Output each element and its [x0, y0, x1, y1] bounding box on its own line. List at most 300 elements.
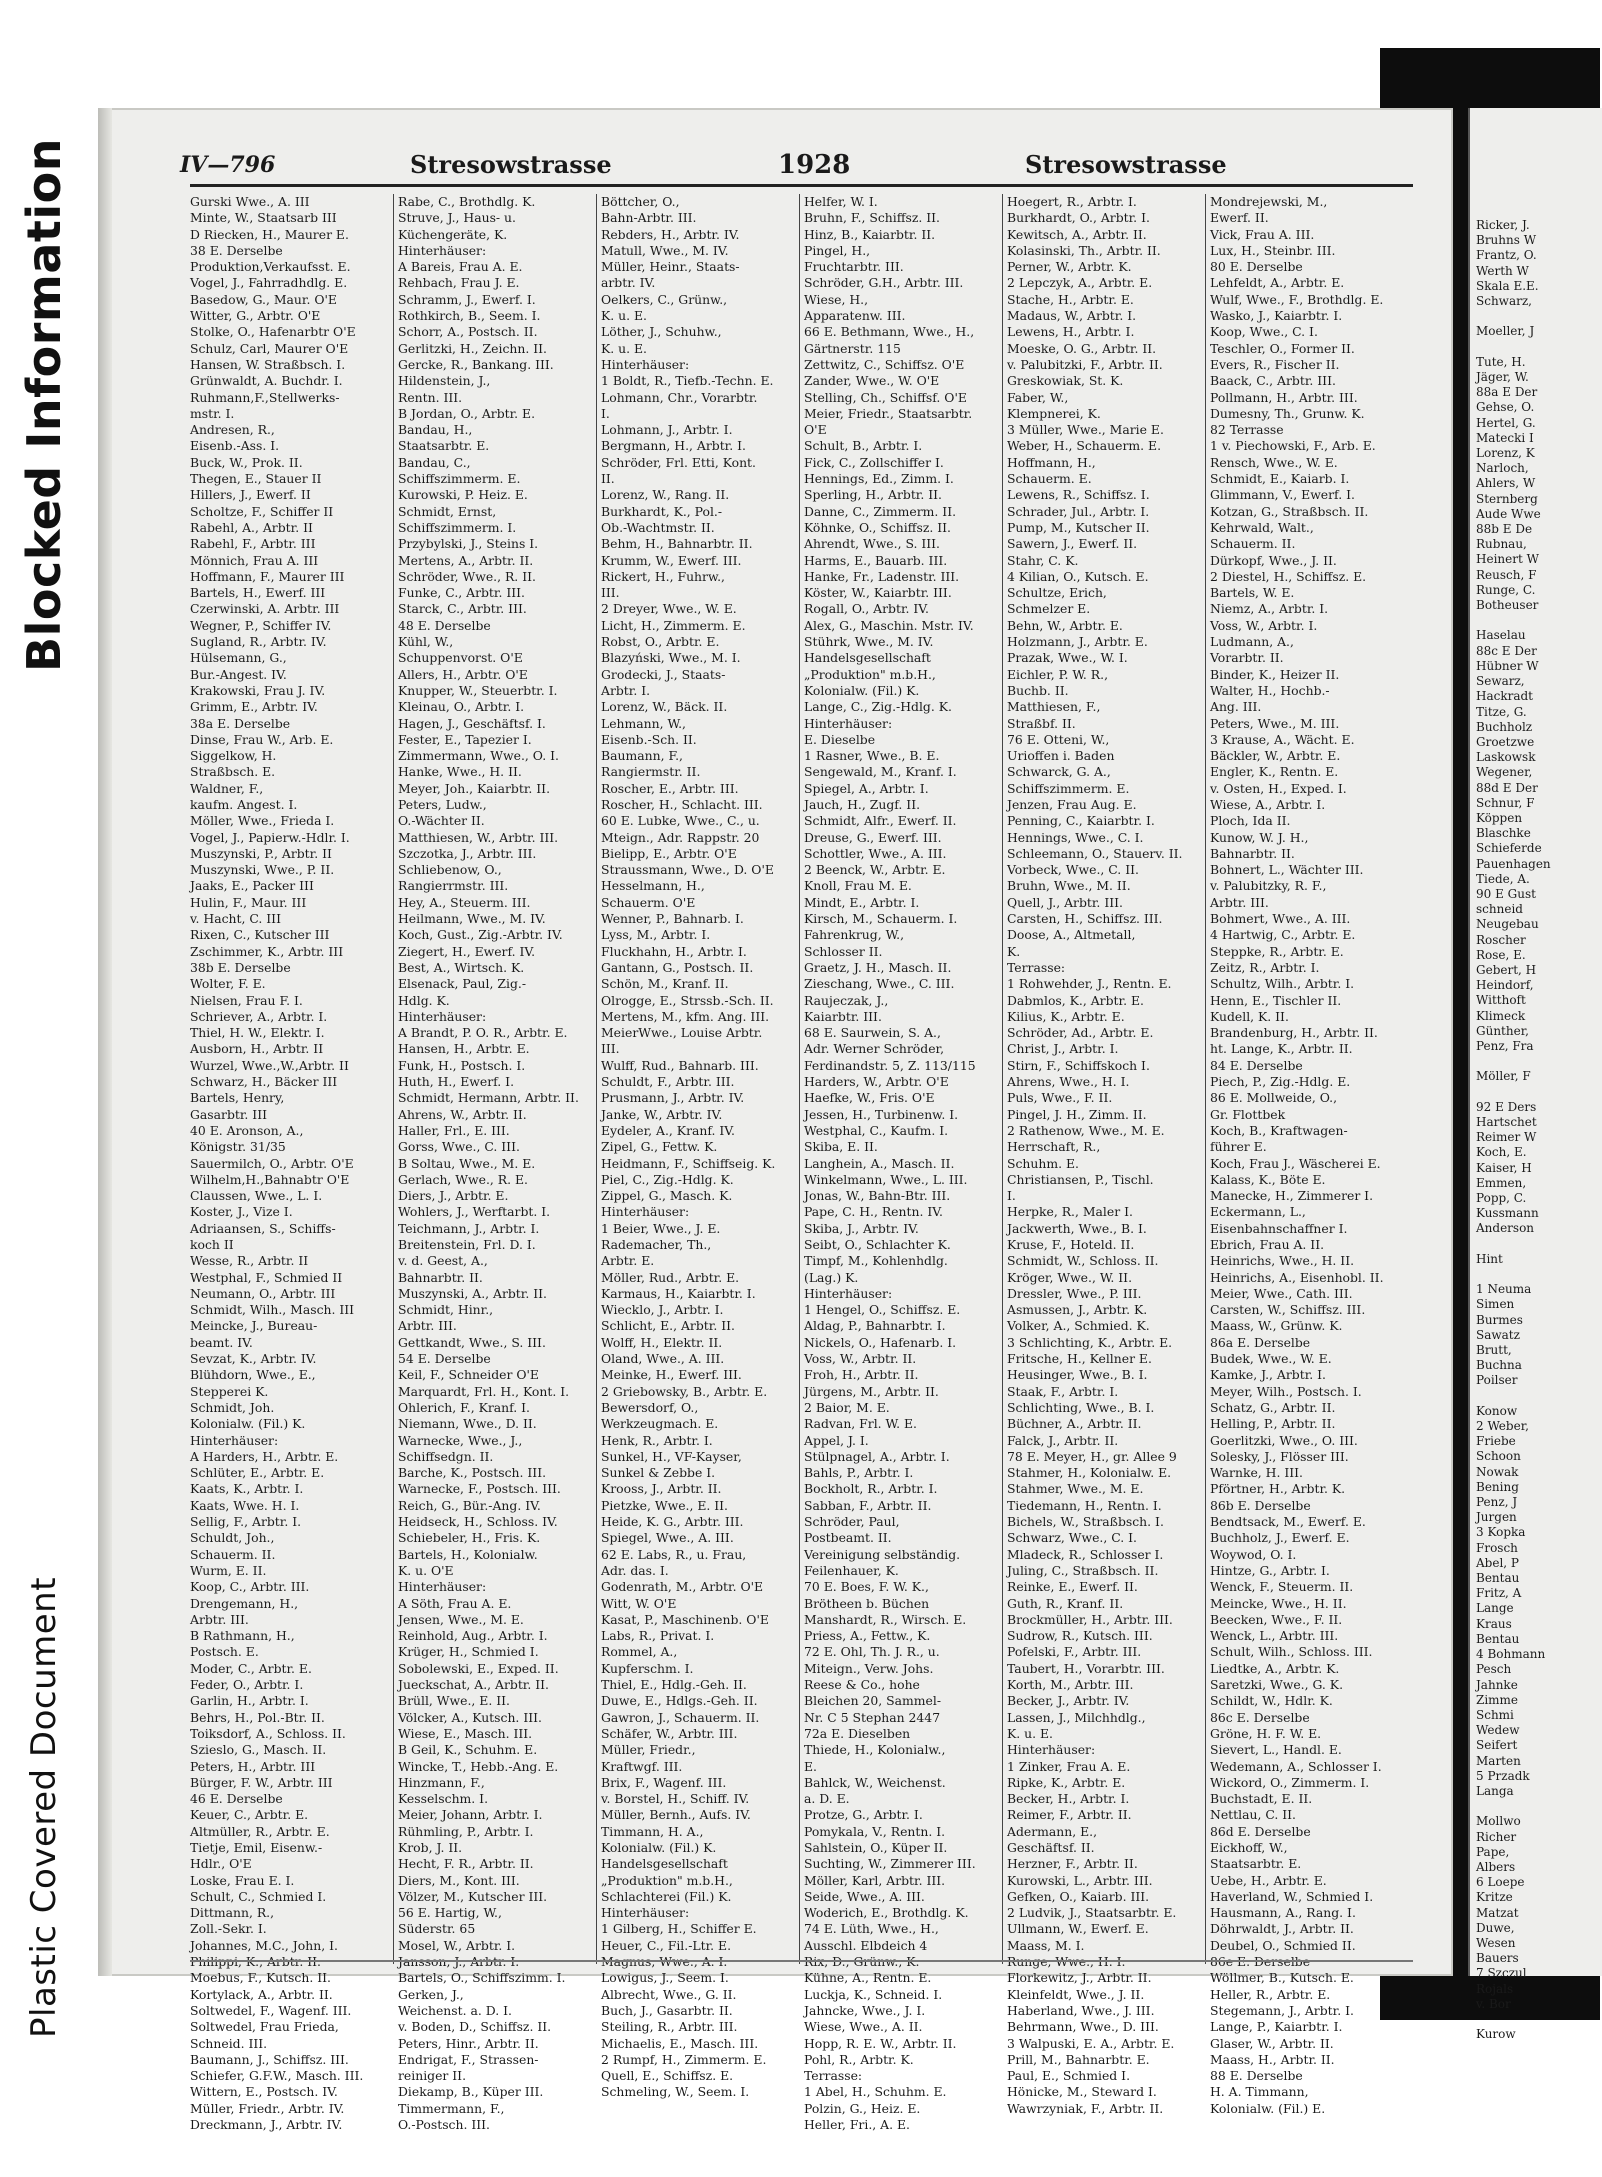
directory-entry: Schmidt, Alfr., Ewerf. II.: [804, 813, 957, 829]
directory-entry: Lorenz, W., Bäck. II.: [601, 699, 728, 715]
directory-entry: Carsten, W., Schiffsz. III.: [1210, 1302, 1366, 1318]
next-page-entry: 88c E Der: [1476, 643, 1537, 658]
directory-entry: 1 v. Piechowski, F., Arb. E.: [1210, 438, 1376, 454]
directory-entry: Ausborn, H., Arbtr. II: [190, 1041, 324, 1057]
directory-entry: Gurski Wwe., A. III: [190, 194, 310, 209]
directory-entry: Hansen, W. Straßbsch. I.: [190, 356, 346, 372]
directory-entry: Schlichting, Wwe., B. I.: [1007, 1399, 1155, 1415]
directory-entry: Albrecht, Wwe., G. II.: [601, 1986, 737, 2002]
directory-entry: Adriaansen, S., Schiffs-: [190, 1220, 336, 1236]
next-page-entry: Kaiser, H: [1476, 1160, 1532, 1175]
directory-entry: Schultz, Wilh., Arbtr. I.: [1210, 976, 1355, 992]
directory-entry: B Jordan, O., Arbtr. E.: [398, 405, 536, 421]
directory-entry: Seide, Wwe., A. III.: [804, 1888, 925, 1904]
directory-entry: Schatz, G., Arbtr. II.: [1210, 1399, 1336, 1415]
next-page-entry: Fritz, A: [1476, 1586, 1522, 1601]
directory-entry: Rentn. III.: [398, 389, 463, 405]
directory-entry: Sugland, R., Arbtr. IV.: [190, 634, 327, 650]
directory-entry: Vereinigung selbständig.: [804, 1546, 961, 1562]
directory-entry: Behrs, H., Pol.-Btr. II.: [190, 1709, 325, 1725]
directory-entry: Soltwedel, F., Wagenf. III.: [190, 2002, 352, 2018]
directory-entry: Heuer, C., Fil.-Ltr. E.: [601, 1937, 732, 1953]
directory-entry: Maass, H., Arbtr. II.: [1210, 2051, 1335, 2067]
directory-entry: Lange, P., Kaiarbtr. I.: [1210, 2019, 1343, 2035]
directory-entry: II.: [601, 471, 615, 487]
directory-entry: Kurowski, P. Heiz. E.: [398, 487, 528, 503]
next-page-entry: Pauenhagen: [1476, 856, 1551, 871]
directory-entry: Möller, Karl, Arbtr. III.: [804, 1872, 946, 1888]
directory-entry: Reinke, E., Ewerf. II.: [1007, 1579, 1138, 1595]
next-page-entry: [1470, 1267, 1602, 1282]
directory-entry: Prill, M., Bahnarbtr. E.: [1007, 2051, 1150, 2067]
directory-entry: Thegen, E., Stauer II: [190, 471, 322, 487]
next-page-entry: Aude Wwe: [1476, 506, 1541, 521]
directory-entry: Dumesny, Th., Grunw. K.: [1210, 405, 1365, 421]
directory-entry: Rabehl, A., Arbtr. II: [190, 519, 313, 535]
directory-entry: Schuldt, Joh.,: [190, 1530, 275, 1546]
directory-entry: Waldner, F.,: [190, 780, 264, 796]
directory-entry: 1 Boldt, R., Tiefb.-Techn. E.: [601, 373, 774, 389]
directory-entry: Herrschaft, R.,: [1007, 1139, 1101, 1155]
directory-entry: Schröder, Ad., Arbtr. E.: [1007, 1025, 1154, 1041]
directory-entry: Kolonialw. (Fil.) K.: [190, 1416, 306, 1432]
directory-entry: Puls, Wwe., F. II.: [1007, 1090, 1113, 1106]
directory-entry: Minte, W., Staatsarb III: [190, 210, 337, 226]
directory-entry: Behn, W., Arbtr. E.: [1007, 617, 1123, 633]
directory-entry: Gercke, R., Bankang. III.: [398, 356, 554, 372]
directory-entry: Buchstadt, E. II.: [1210, 1791, 1313, 1807]
directory-entry: führer E.: [1210, 1139, 1267, 1155]
directory-entry: Bohmert, Wwe., A. III.: [1210, 911, 1351, 927]
directory-entry: 70 E. Boes, F. W. K.,: [804, 1579, 929, 1595]
directory-entry: Lowigus, J., Seem. I.: [601, 1970, 729, 1986]
directory-entry: Heilmann, Wwe., M. IV.: [398, 911, 546, 927]
directory-entry: Szczotka, J., Arbtr. III.: [398, 845, 537, 861]
directory-entry: III.: [601, 1041, 620, 1057]
directory-entry: Eisenb.-Ass. I.: [190, 438, 280, 454]
directory-entry: kaufm. Angest. I.: [190, 796, 298, 812]
directory-entry: Wegner, P., Schiffer IV.: [190, 617, 332, 633]
directory-entry: Sunkel, H., VF-Kayser,: [601, 1448, 742, 1464]
directory-entry: Peters, Ludw.,: [398, 796, 487, 812]
directory-entry: Bleichen 20, Sammel-: [804, 1693, 942, 1709]
directory-entry: Arbtr. I.: [601, 682, 651, 698]
directory-entry: Raujeczak, J.,: [804, 992, 889, 1008]
directory-entry: Paul, E., Schmied I.: [1007, 2068, 1131, 2084]
directory-entry: Wesse, R., Arbtr. II: [190, 1253, 309, 1269]
directory-entry: ht. Lange, K., Arbtr. II.: [1210, 1041, 1353, 1057]
next-page-entry: Bentau: [1476, 1631, 1520, 1646]
next-page-entry: Kussmann: [1476, 1206, 1539, 1221]
directory-entry: Gerken, J.,: [398, 1986, 464, 2002]
next-page-entry: Bentau: [1476, 1571, 1520, 1586]
directory-entry: Maass, M. I.: [1007, 1937, 1085, 1953]
directory-entry: Schmidt, E., Kaiarb. I.: [1210, 471, 1350, 487]
directory-entry: Asmussen, J., Arbtr. K.: [1007, 1302, 1148, 1318]
next-page-entry: Bening: [1476, 1479, 1519, 1494]
directory-entry: Tietje, Emil, Eisenw.-: [190, 1839, 323, 1855]
directory-entry: Guth, R., Kranf. II.: [1007, 1595, 1124, 1611]
directory-entry: Hoffmann, H.,: [1007, 454, 1096, 470]
directory-entry: Lange, C., Zig.-Hdlg. K.: [804, 699, 952, 715]
directory-entry: Pietzke, Wwe., E. II.: [601, 1497, 728, 1513]
directory-entry: Blazyński, Wwe., M. I.: [601, 650, 741, 666]
directory-entry: Krakowski, Frau J. IV.: [190, 682, 326, 698]
directory-entry: Arbtr. III.: [398, 1318, 457, 1334]
directory-entry: v. Boden, D., Schiffsz. II.: [398, 2019, 552, 2035]
blocked-information-label: Blocked Information: [17, 138, 71, 672]
directory-entry: Prazak, Wwe., W. I.: [1007, 650, 1128, 666]
directory-entry: Eisenbahnschaffner I.: [1210, 1220, 1348, 1236]
directory-entry: Fick, C., Zollschiffer I.: [804, 454, 944, 470]
directory-entry: Kröger, Wwe., W. II.: [1007, 1269, 1133, 1285]
directory-entry: Schwarz, Wwe., C. I.: [1007, 1530, 1137, 1546]
directory-entry: Oelkers, C., Grünw.,: [601, 291, 728, 307]
directory-entry: Lassen, J., Milchhdlg.,: [1007, 1709, 1146, 1725]
directory-entry: Buchholz, J., Ewerf. E.: [1210, 1530, 1350, 1546]
directory-entry: Dabmlos, K., Arbtr. E.: [1007, 992, 1144, 1008]
next-page-entry: Anderson: [1476, 1221, 1535, 1236]
directory-entry: Lyss, M., Arbtr. I.: [601, 927, 711, 943]
next-page-entry: Neugebau: [1476, 917, 1539, 932]
directory-entry: Wohlers, J., Werftarbt. I.: [398, 1204, 551, 1220]
directory-entry: Hinterhäuser:: [398, 1008, 487, 1024]
next-page-entry: Bauers: [1476, 1951, 1519, 1966]
next-page-entry: [1470, 309, 1602, 324]
directory-entry: Schmidt, Joh.: [190, 1399, 275, 1415]
directory-entry: a. D. E.: [804, 1791, 850, 1807]
directory-entry: Krüger, H., Schmied I.: [398, 1644, 539, 1660]
directory-entry: Schröder, Paul,: [804, 1514, 900, 1530]
directory-entry: Mertens, A., Arbtr. II.: [398, 552, 534, 568]
next-page-entry: Kritze: [1476, 1890, 1513, 1905]
directory-entry: Harms, E., Bauarb. III.: [804, 552, 948, 568]
directory-entry: Protze, G., Arbtr. I.: [804, 1807, 923, 1823]
directory-entry: Ang. III.: [1210, 699, 1262, 715]
next-page-entry: Seifert: [1476, 1738, 1518, 1753]
directory-entry: Schuhm. E.: [1007, 1155, 1079, 1171]
directory-entry: 4 Hartwig, C., Arbtr. E.: [1210, 927, 1356, 943]
directory-entry: Neumann, O., Arbtr. III: [190, 1285, 336, 1301]
directory-entry: B Geil, K., Schuhm. E.: [398, 1742, 538, 1758]
directory-entry: A Brandt, P. O. R., Arbtr. E.: [398, 1025, 568, 1041]
directory-entry: Grodecki, J., Staats-: [601, 666, 726, 682]
directory-entry: Lewens, R., Schiffsz. I.: [1007, 487, 1150, 503]
directory-entry: Timpf, M., Kohlenhdlg.: [804, 1253, 948, 1269]
directory-entry: Hopp, R. E. W., Arbtr. II.: [804, 2035, 957, 2051]
next-page-entry: Hübner W: [1476, 658, 1539, 673]
directory-entry: mstr. I.: [190, 405, 235, 421]
directory-entry: 2 Beenck, W., Arbtr. E.: [804, 862, 946, 878]
directory-entry: Muszynski, Wwe., P. II.: [190, 862, 335, 878]
next-page-entry: Kurow: [1476, 2027, 1516, 2042]
directory-entry: Kunow, W. J. H.,: [1210, 829, 1309, 845]
directory-entry: Jahncke, Wwe., J. I.: [804, 2002, 926, 2018]
directory-entry: Rogall, O., Arbtr. IV.: [804, 601, 929, 617]
directory-entry: Meier, Friedr., Staatsarbtr.: [804, 405, 973, 421]
directory-entry: Eisenb.-Sch. II.: [601, 731, 697, 747]
next-page-entry: Schwarz,: [1476, 294, 1532, 309]
page-header: [180, 148, 1420, 184]
next-page-entry: Schoon: [1476, 1449, 1521, 1464]
directory-entry: Wolff, H., Elektr. II.: [601, 1334, 723, 1350]
directory-entry: Kurowski, L., Arbtr. III.: [1007, 1872, 1153, 1888]
page-binding-edge: [98, 108, 112, 1976]
directory-entry: Scholtze, F., Schiffer II: [190, 503, 334, 519]
directory-entry: Ahrens, Wwe., H. I.: [1007, 1074, 1130, 1090]
directory-entry: Mindt, E., Arbtr. I.: [804, 894, 920, 910]
directory-entry: Handelsgesellschaft: [601, 1856, 728, 1872]
directory-entry: Olrogge, E., Strssb.-Sch. II.: [601, 992, 774, 1008]
directory-entry: Zimmermann, Wwe., O. I.: [398, 748, 559, 764]
directory-entry: Holzmann, J., Arbtr. E.: [1007, 634, 1148, 650]
directory-entry: Sudrow, R., Kutsch. III.: [1007, 1628, 1153, 1644]
next-page-entry: Rose, E.: [1476, 947, 1526, 962]
directory-entry: Starck, C., Arbtr. III.: [398, 601, 527, 617]
directory-entry: Staak, F., Arbtr. I.: [1007, 1383, 1119, 1399]
directory-entry: Matthiesen, F.,: [1007, 699, 1101, 715]
directory-entry: Skiba, J., Arbtr. IV.: [804, 1220, 919, 1236]
directory-entry: 54 E. Derselbe: [398, 1351, 491, 1367]
plastic-covered-label: Plastic Covered Document: [24, 1576, 64, 2038]
directory-entry: O'E: [804, 422, 827, 438]
directory-entry: Schramm, J., Ewerf. I.: [398, 291, 536, 307]
directory-entry: Muszynski, A., Arbtr. II.: [398, 1285, 547, 1301]
directory-entry: Pingel, H.,: [804, 242, 871, 258]
next-page-entry: Tute, H.: [1476, 354, 1526, 369]
directory-entry: Meincke, Wwe., H. II.: [1210, 1595, 1347, 1611]
side-banner: [0, 0, 88, 2177]
directory-entry: Müller, Heinr., Staats-: [601, 259, 740, 275]
directory-entry: Buch, J., Gasarbtr. II.: [601, 2002, 733, 2018]
next-page-entry: Hartschet: [1476, 1114, 1537, 1129]
directory-entry: Kolonialw. (Fil.) K.: [804, 682, 920, 698]
directory-entry: Szieslo, G., Masch. II.: [190, 1742, 327, 1758]
directory-entry: Stegemann, J., Arbtr. I.: [1210, 2002, 1354, 2018]
directory-entry: Schuldt, F., Arbtr. III.: [601, 1074, 735, 1090]
directory-entry: Schmidt, Hinr.,: [398, 1302, 494, 1318]
directory-entry: Brandenburg, H., Arbtr. II.: [1210, 1025, 1378, 1041]
directory-entry: Duwe, E., Hdlgs.-Geh. II.: [601, 1693, 758, 1709]
next-page-entry: Albers: [1476, 1859, 1516, 1874]
directory-entry: Schottler, Wwe., A. III.: [804, 845, 947, 861]
directory-entry: K. u. O'E: [398, 1562, 454, 1578]
directory-entry: 1 Hengel, O., Schiffsz. E.: [804, 1302, 961, 1318]
directory-entry: Diers, J., Arbtr. E.: [398, 1188, 509, 1204]
directory-entry: Baack, C., Arbtr. III.: [1210, 373, 1336, 389]
directory-entry: Heinrichs, Wwe., H. II.: [1210, 1253, 1355, 1269]
directory-entry: Lohmann, Chr., Vorarbtr.: [601, 389, 758, 405]
directory-entry: Suchting, W., Zimmerer III.: [804, 1856, 976, 1872]
next-page-entry: Reimer W: [1476, 1130, 1537, 1145]
directory-entry: Meinke, H., Ewerf. III.: [601, 1367, 742, 1383]
directory-entry: Evers, R., Fischer II.: [1210, 356, 1340, 372]
directory-entry: Jürgens, M., Arbtr. II.: [804, 1383, 939, 1399]
directory-entry: v. Hacht, C. III: [190, 911, 281, 927]
directory-entry: Haller, Frl., E. III.: [398, 1122, 510, 1138]
directory-entry: Allers, H., Arbtr. O'E: [398, 666, 528, 682]
directory-entry: Moebus, F., Kutsch. II.: [190, 1970, 331, 1986]
directory-entry: Ripke, K., Arbtr. E.: [1007, 1774, 1126, 1790]
directory-entry: Ruhmann,F.,Stellwerks-: [190, 389, 340, 405]
directory-entry: Kewitsch, A., Arbtr. II.: [1007, 226, 1147, 242]
directory-entry: O.-Postsch. III.: [398, 2117, 490, 2133]
next-page-entry: Sawatz: [1476, 1327, 1520, 1342]
directory-entry: Böttcher, O.,: [601, 194, 680, 209]
directory-entry: Kolonialw. (Fil.) K.: [601, 1839, 717, 1855]
directory-entry: Möller, Rud., Arbtr. E.: [601, 1269, 740, 1285]
directory-entry: Werkzeugmach. E.: [601, 1416, 719, 1432]
directory-entry: Steiling, R., Arbtr. III.: [601, 2019, 738, 2035]
directory-entry: Jauch, H., Zugf. II.: [804, 796, 921, 812]
directory-entry: D Riecken, H., Maurer E.: [190, 226, 349, 242]
directory-entry: Hagen, J., Geschäftsf. I.: [398, 715, 546, 731]
directory-entry: Warnecke, F., Postsch. III.: [398, 1481, 561, 1497]
directory-entry: Hoegert, R., Arbtr. I.: [1007, 194, 1137, 209]
directory-entry: Penning, C., Kaiarbtr. I.: [1007, 813, 1155, 829]
directory-entry: Sengewald, M., Kranf. I.: [804, 764, 957, 780]
next-page-entry: Haselau: [1476, 628, 1526, 643]
directory-entry: Mteign., Adr. Rappstr. 20: [601, 829, 760, 845]
directory-entry: Terrasse:: [804, 2068, 863, 2084]
directory-entry: Pförtner, H., Arbtr. K.: [1210, 1481, 1346, 1497]
next-page-entry: Titze, G.: [1476, 704, 1527, 719]
next-page-entry: Heindorf,: [1476, 978, 1534, 993]
directory-entry: Bergmann, H., Arbtr. I.: [601, 438, 746, 454]
directory-entry: Lorenz, W., Rang. II.: [601, 487, 730, 503]
directory-entry: E. Dieselbe: [804, 731, 876, 747]
directory-entry: Jueckschat, A., Arbtr. II.: [398, 1677, 549, 1693]
directory-entry: Goerlitzki, Wwe., O. III.: [1210, 1432, 1358, 1448]
directory-entry: Lohmann, J., Arbtr. I.: [601, 422, 733, 438]
directory-entry: Vogel, J., Papierw.-Hdlr. I.: [190, 829, 350, 845]
directory-entry: Glaser, W., Arbtr. II.: [1210, 2035, 1334, 2051]
directory-entry: Adr. das. I.: [601, 1562, 669, 1578]
next-page-entry: 2 Weber,: [1476, 1419, 1529, 1434]
directory-entry: Lewens, H., Arbtr. I.: [1007, 324, 1135, 340]
directory-entry: Rebders, H., Arbtr. IV.: [601, 226, 740, 242]
next-page-entry: Koch, E.: [1476, 1145, 1527, 1160]
directory-entry: Keil, F., Schneider O'E: [398, 1367, 539, 1383]
directory-entry: Wenner, P., Bahnarb. I.: [601, 911, 744, 927]
next-page-entry: Gebert, H: [1476, 962, 1537, 977]
directory-entry: Rensch, Wwe., W. E.: [1210, 454, 1338, 470]
directory-entry: Breitenstein, Frl. D. I.: [398, 1237, 536, 1252]
directory-entry: 60 E. Lubke, Wwe., C., u.: [601, 813, 760, 829]
directory-entry: Schiffszimmerm. I.: [398, 519, 517, 535]
street-title-right: Stresowstrasse: [1025, 150, 1227, 179]
directory-entry: arbtr. IV.: [601, 275, 656, 291]
directory-entry: Karmaus, H., Kaiarbtr. I.: [601, 1285, 756, 1301]
directory-entry: Prusmann, J., Arbtr. IV.: [601, 1090, 745, 1106]
directory-entry: Labs, R., Privat. I.: [601, 1628, 715, 1644]
directory-entry: v. Borstel, H., Schiff. IV.: [601, 1791, 750, 1807]
directory-entry: Dürkopf, Wwe., J. II.: [1210, 552, 1337, 568]
directory-entry: Bartels, Henry,: [190, 1090, 285, 1106]
directory-entry: Tiedemann, H., Rentn. I.: [1007, 1497, 1162, 1513]
directory-entry: Schmidt, Hermann, Arbtr. II.: [398, 1090, 579, 1106]
directory-entry: 46 E. Derselbe: [190, 1791, 283, 1807]
directory-entry: 3 Müller, Wwe., Marie E.: [1007, 422, 1164, 438]
directory-entry: Rangierrmstr. III.: [398, 878, 509, 894]
next-page-entry: Burmes: [1476, 1312, 1523, 1327]
directory-entry: H. A. Timmann,: [1210, 2084, 1309, 2100]
next-page-entry: 88d E Der: [1476, 780, 1538, 795]
directory-entry: Schrader, Jul., Arbtr. I.: [1007, 503, 1150, 519]
directory-entry: Hinz, B., Kaiarbtr. II.: [804, 226, 936, 242]
directory-entry: Philippi, K., Arbtr. II.: [190, 1954, 321, 1970]
directory-entry: Stepperei K.: [190, 1383, 269, 1399]
directory-entry: Ewerf. II.: [1210, 210, 1269, 226]
directory-entry: Voss, W., Arbtr. I.: [1210, 617, 1318, 633]
directory-entry: Ebrich, Frau A. II.: [1210, 1237, 1325, 1252]
directory-entry: Schult, Wilh., Schloss. III.: [1210, 1644, 1373, 1660]
directory-entry: Koop, C., Arbtr. III.: [190, 1579, 310, 1595]
directory-entry: Rehbach, Frau J. E.: [398, 275, 520, 291]
directory-entry: Nickels, O., Hafenarb. I.: [804, 1334, 957, 1350]
directory-entry: Schuppenvorst. O'E: [398, 650, 523, 666]
directory-entry: Krob, J. II.: [398, 1839, 463, 1855]
directory-entry: III.: [601, 585, 620, 601]
directory-entry: Vogel, J., Fahrradhdlg. E.: [190, 275, 348, 291]
directory-entry: 78 E. Meyer, H., gr. Allee 9: [1007, 1448, 1177, 1464]
directory-entry: Staatsarbtr. E.: [398, 438, 490, 454]
directory-entry: Stahr, C. K.: [1007, 552, 1079, 568]
directory-entry: Schiffszimmerm. E.: [1007, 780, 1130, 796]
directory-entry: Godenrath, M., Arbtr. O'E: [601, 1579, 764, 1595]
directory-entry: Kühne, A., Rentn. E.: [804, 1970, 932, 1986]
directory-entry: Wiese, H.,: [804, 291, 869, 307]
directory-entry: Garlin, H., Arbtr. I.: [190, 1693, 309, 1709]
directory-entry: Straßbsch. E.: [190, 764, 276, 780]
column-1: [190, 194, 393, 2133]
directory-entry: Klempnerei, K.: [1007, 405, 1101, 421]
directory-entry: Hey, A., Steuerm. III.: [398, 894, 531, 910]
next-page-entry: Buchna: [1476, 1358, 1522, 1373]
directory-entry: Königstr. 31/35: [190, 1139, 286, 1155]
directory-entry: „Produktion" m.b.H.,: [804, 666, 936, 682]
directory-entry: Madaus, W., Arbtr. I.: [1007, 308, 1137, 324]
directory-entry: Dinse, Frau W., Arb. E.: [190, 731, 334, 747]
directory-entry: Wawrzyniak, F., Arbtr. II.: [1007, 2100, 1164, 2116]
directory-entry: Jessen, H., Turbinenw. I.: [804, 1106, 959, 1122]
directory-entry: Hansen, H., Arbtr. E.: [398, 1041, 530, 1057]
directory-entry: Radvan, Frl. W. E.: [804, 1416, 917, 1432]
directory-entry: Witter, G., Arbtr. O'E: [190, 308, 321, 324]
directory-entry: Sperling, H., Arbtr. II.: [804, 487, 942, 503]
directory-entry: Kraftwgf. III.: [601, 1758, 683, 1774]
directory-entry: Schmidt, Wilh., Masch. III: [190, 1302, 355, 1318]
directory-entry: Knoll, Frau M. E.: [804, 878, 912, 894]
directory-entry: Schmeling, W., Seem. I.: [601, 2084, 750, 2100]
directory-entry: Beecken, Wwe., F. II.: [1210, 1611, 1343, 1627]
directory-entry: Luckja, K., Schneid. I.: [804, 1986, 943, 2002]
directory-entry: Maass, W., Grünw. K.: [1210, 1318, 1343, 1334]
directory-entry: Jansson, J., Arbtr. I.: [398, 1954, 520, 1970]
next-page-entry: Heinert W: [1476, 552, 1539, 567]
directory-entry: 38b E. Derselbe: [190, 959, 291, 975]
directory-entry: Magnus, Wwe., A. I.: [601, 1954, 728, 1970]
directory-entry: Stahmer, H., Kolonialw. E.: [1007, 1465, 1172, 1481]
directory-entry: Straussmann, Wwe., D. O'E: [601, 862, 774, 878]
directory-entry: Michaelis, E., Masch. III.: [601, 2035, 759, 2051]
directory-entry: Schlüter, E., Arbtr. E.: [190, 1465, 325, 1481]
directory-entry: Fritsche, H., Kellner E.: [1007, 1351, 1152, 1367]
directory-entry: Völcker, A., Kutsch. III.: [398, 1709, 542, 1725]
directory-entry: Schlosser II.: [804, 943, 883, 959]
directory-entry: Terrasse:: [1007, 959, 1066, 975]
directory-entry: Bürger, F. W., Arbtr. III: [190, 1774, 333, 1790]
